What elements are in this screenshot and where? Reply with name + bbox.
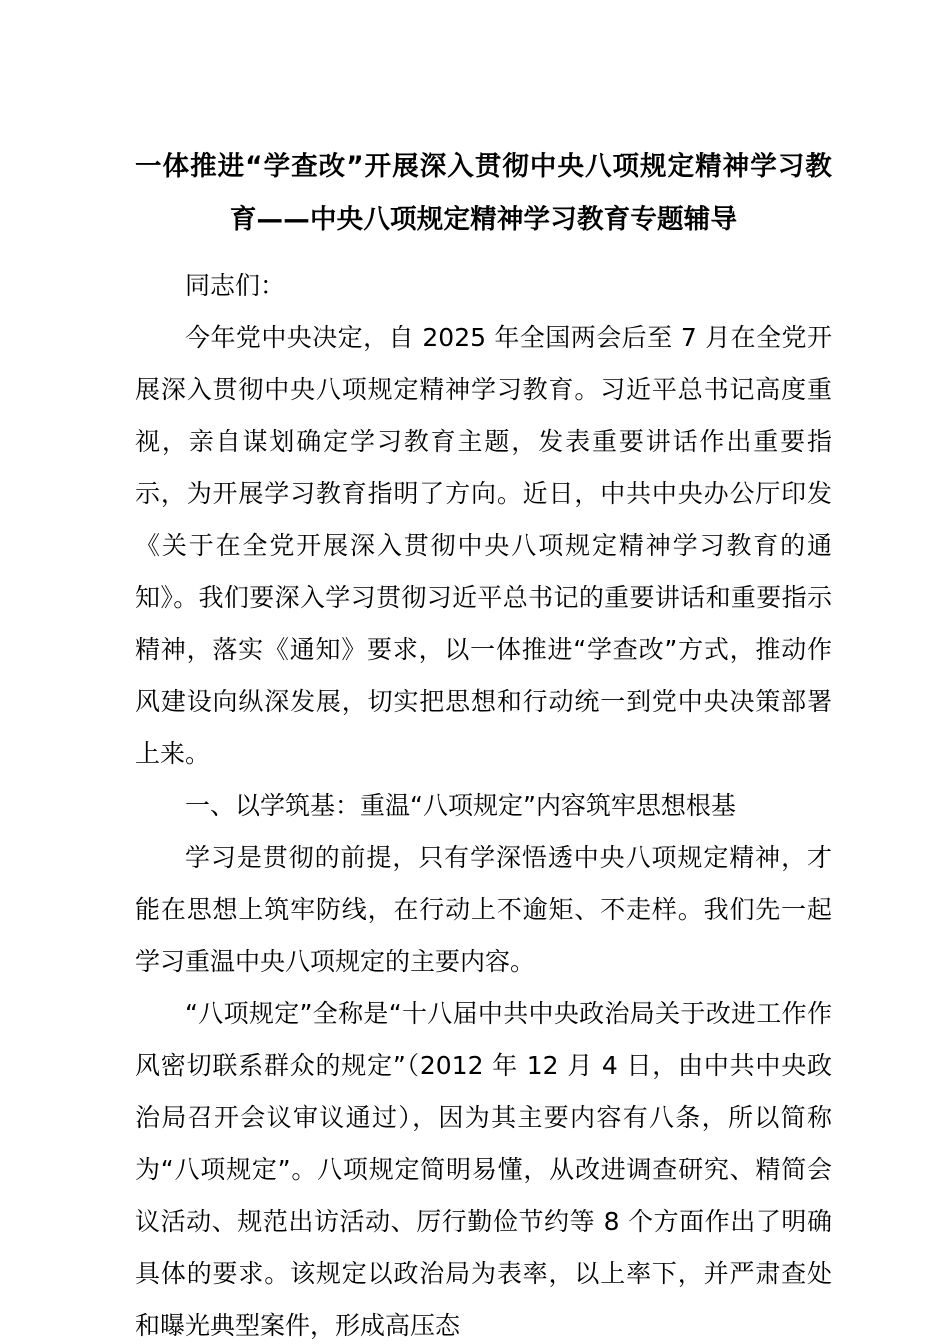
section-heading-1: 一、以学筑基：重温“八项规定”内容筑牢思想根基 [185, 791, 736, 820]
page-title: 一体推进“学查改”开展深入贯彻中央八项规定精神学习教育——中央八项规定精神学习教育专题辅导 [135, 151, 832, 235]
paragraph-body-2: 学习是贯彻的前提，只有学深悟透中央八项规定精神，才能在思想上筑牢防线，在行动上不逾矩、不走样。我们先一起学习重温中央八项规定的主要内容。 [135, 843, 832, 976]
paragraph-body-1: 今年党中央决定，自 2025 年全国两会后至 7 月在全党开展深入贯彻中央八项规定精神学习教育。习近平总书记高度重视，亲自谋划确定学习教育主题，发表重要讲话作出重要指示，为开展学习教育指明了方向。近日，中共中央办公厅印发《关于在全党开展深入贯彻中央八项规定精神学习教育的通知》。我们要深入学习贯彻习近平总书记的重要讲话和重要指示精神，落实《通知》要求，以一体推进“学查改”方式，推动作风建设向纵深发展，切实把思想和行动统一到党中央决策部署上来。 [135, 323, 832, 768]
paragraph-salutation: 同志们： [185, 271, 286, 300]
paragraph-body-3: “八项规定”全称是“十八届中共中央政治局关于改进工作作风密切联系群众的规定”（2012 年 12 月 4 日，由中共中央政治局召开会议审议通过），因为其主要内容有八条，所以简称为“八项规定”。八项规定简明易懂，从改进调查研究、精简会议活动、规范出访活动、厉行勤俭节约等 8 个方面作出了明确具体的要求。该规定以政治局为表率，以上率下，并严肃查处和曝光典型案件，形成高压态 [135, 999, 832, 1340]
